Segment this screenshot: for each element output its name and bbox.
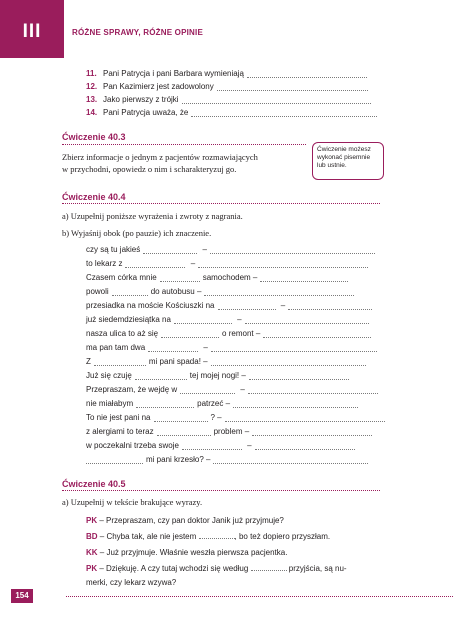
blank-line[interactable] — [182, 442, 242, 450]
phrase-dash: – — [188, 259, 196, 268]
exercise-40-4-instruction-b: b) Wyjaśnij obok (po pauzie) ich znaczenie. — [62, 228, 212, 238]
exercise-40-3-instruction-2: w przychodni, opowiedz o nim i scharakteryzuj go. — [62, 164, 237, 174]
question-14 — [86, 108, 377, 117]
phrase-text: Przepraszam, że wejdę w — [86, 385, 178, 394]
blank-line[interactable] — [136, 400, 194, 408]
question-text: Pani Patrycja uważa, że — [103, 108, 189, 117]
phrase-row — [86, 399, 358, 408]
phrase-row — [86, 245, 375, 254]
dialogue-text: merki, czy lekarz wzywa? — [86, 578, 177, 587]
phrase-text: ? – — [210, 413, 222, 422]
blank-line[interactable] — [135, 372, 187, 380]
explanation-line[interactable] — [255, 442, 355, 450]
speaker-label: KK — [86, 548, 98, 557]
phrase-text: patrzeć – — [197, 399, 231, 408]
blank-line[interactable] — [199, 531, 235, 539]
phrase-text: powoli — [86, 287, 109, 296]
exercise-40-5-instruction-a: a) Uzupełnij w tekście brakujące wyrazy. — [62, 497, 203, 507]
exercise-divider — [62, 490, 380, 491]
phrase-text: już siedemdziesiątka na — [86, 315, 171, 324]
phrase-row — [86, 301, 372, 310]
blank-line[interactable] — [112, 288, 148, 296]
phrase-text: tej mojej nogi! – — [189, 371, 246, 380]
chapter-title: RÓŻNE SPRAWY, RÓŻNE OPINIE — [72, 28, 203, 37]
dialogue-text: , bo też dopiero przyszłam. — [234, 532, 331, 541]
exercise-divider — [62, 203, 380, 204]
blank-line[interactable] — [218, 302, 276, 310]
explanation-line[interactable] — [225, 414, 385, 422]
phrase-row — [86, 315, 369, 324]
phrase-dash: – — [244, 441, 252, 450]
dialogue-text: – Przepraszam, czy pan doktor Janik już przyjmuje? — [97, 516, 284, 525]
exercise-divider — [62, 144, 306, 145]
explanation-line[interactable] — [260, 274, 348, 282]
question-number: 12. — [86, 82, 98, 91]
phrase-dash: – — [200, 245, 207, 254]
blank-line[interactable] — [251, 563, 287, 571]
exercise-note-box: Ćwiczenie możesz wykonać pisemnie lub ustnie. — [312, 142, 384, 180]
phrase-text: czy są tu jakieś — [86, 245, 141, 254]
question-13 — [86, 95, 371, 104]
chapter-number: III — [22, 21, 42, 42]
phrase-row — [86, 371, 349, 380]
phrase-row — [86, 259, 368, 268]
explanation-line[interactable] — [198, 260, 368, 268]
phrase-row — [86, 413, 385, 422]
question-text: Jako pierwszy z trójki — [103, 95, 179, 104]
dialogue-text: – Dziękuję. A czy tutaj wchodzi się według — [97, 564, 251, 573]
phrase-text: Czasem córka mnie — [86, 273, 157, 282]
phrase-text: w poczekalni trzeba swoje — [86, 441, 179, 450]
dialogue-text: przyjścia, są nu- — [286, 564, 347, 573]
exercise-40-3-instruction-1: Zbierz informacje o jednym z pacjentów rozmawiających — [62, 152, 258, 162]
explanation-line[interactable] — [210, 246, 375, 254]
explanation-line[interactable] — [213, 456, 368, 464]
speaker-label: PK — [86, 564, 98, 573]
answer-line[interactable] — [217, 83, 368, 91]
blank-line[interactable] — [143, 246, 197, 254]
explanation-line[interactable] — [252, 428, 372, 436]
phrase-row — [86, 427, 372, 436]
blank-line[interactable] — [154, 414, 208, 422]
explanation-line[interactable] — [249, 372, 349, 380]
answer-line[interactable] — [182, 96, 371, 104]
blank-line[interactable] — [94, 358, 146, 366]
exercise-40-3-title: Ćwiczenie 40.3 — [62, 132, 126, 142]
phrase-row — [86, 273, 348, 282]
phrase-dash: – — [238, 385, 245, 394]
dialogue-text: – Już przyjmuje. Właśnie weszła pierwsza pacjentka. — [97, 548, 288, 557]
question-number: 13. — [86, 95, 98, 104]
phrase-text: nie miałabym — [86, 399, 134, 408]
question-text: Pani Patrycja i pani Barbara wymieniają — [103, 69, 244, 78]
phrase-text: to lekarz z — [86, 259, 123, 268]
explanation-line[interactable] — [204, 288, 354, 296]
footer-divider — [66, 596, 453, 597]
phrase-text: o remont – — [222, 329, 261, 338]
dialogue-text: – Chyba tak, ale nie jestem — [97, 532, 199, 541]
dialogue-line — [86, 562, 347, 576]
blank-line[interactable] — [174, 316, 232, 324]
explanation-line[interactable] — [233, 400, 358, 408]
phrase-text: nasza ulica to aż się — [86, 329, 159, 338]
speaker-label: PK — [86, 516, 98, 525]
question-12 — [86, 82, 368, 91]
phrase-text: mi pani krzesło? – — [146, 455, 211, 464]
phrase-row — [86, 343, 377, 352]
blank-line[interactable] — [148, 344, 198, 352]
dialogue-line — [86, 576, 176, 590]
explanation-line[interactable] — [211, 344, 377, 352]
phrase-text: Z — [86, 357, 91, 366]
phrase-dash: – — [234, 315, 242, 324]
phrase-text: mi pani spada! – — [148, 357, 208, 366]
page-number: 154 — [11, 589, 33, 603]
exercise-40-4-instruction-a: a) Uzupełnij poniższe wyrażenia i zwroty z nagrania. — [62, 211, 243, 221]
explanation-line[interactable] — [248, 386, 378, 394]
phrase-dash: – — [278, 301, 286, 310]
phrase-row — [86, 455, 368, 464]
phrase-text: Już się czuję — [86, 371, 132, 380]
explanation-line[interactable] — [288, 302, 372, 310]
dialogue-line — [86, 530, 330, 544]
answer-line[interactable] — [191, 109, 377, 117]
explanation-line[interactable] — [245, 316, 369, 324]
explanation-line[interactable] — [263, 330, 371, 338]
question-number: 11. — [86, 69, 97, 78]
dialogue-line — [86, 546, 287, 560]
explanation-line[interactable] — [211, 358, 366, 366]
blank-line[interactable] — [180, 386, 235, 394]
question-number: 14. — [86, 108, 98, 117]
answer-line[interactable] — [247, 70, 367, 78]
phrase-row — [86, 357, 366, 366]
phrase-text: do autobusu – — [150, 287, 202, 296]
phrase-text: z alergiami to teraz — [86, 427, 154, 436]
phrase-row — [86, 385, 378, 394]
blank-line[interactable] — [86, 456, 143, 464]
phrase-text: problem – — [213, 427, 250, 436]
phrase-dash: – — [201, 343, 208, 352]
phrase-row — [86, 287, 354, 296]
blank-line[interactable] — [160, 274, 200, 282]
phrase-row — [86, 441, 355, 450]
blank-line[interactable] — [161, 330, 219, 338]
blank-line[interactable] — [125, 260, 185, 268]
question-11 — [86, 69, 367, 78]
blank-line[interactable] — [157, 428, 211, 436]
speaker-label: BD — [86, 532, 98, 541]
phrase-text: ma pan tam dwa — [86, 343, 146, 352]
dialogue-line — [86, 514, 284, 528]
phrase-row — [86, 329, 371, 338]
phrase-text: samochodem – — [202, 273, 258, 282]
question-text: Pan Kazimierz jest zadowolony — [103, 82, 214, 91]
phrase-text: To nie jest pani na — [86, 413, 151, 422]
exercise-40-5-title: Ćwiczenie 40.5 — [62, 479, 126, 489]
phrase-text: przesiadka na moście Kościuszki na — [86, 301, 215, 310]
exercise-40-4-title: Ćwiczenie 40.4 — [62, 192, 126, 202]
